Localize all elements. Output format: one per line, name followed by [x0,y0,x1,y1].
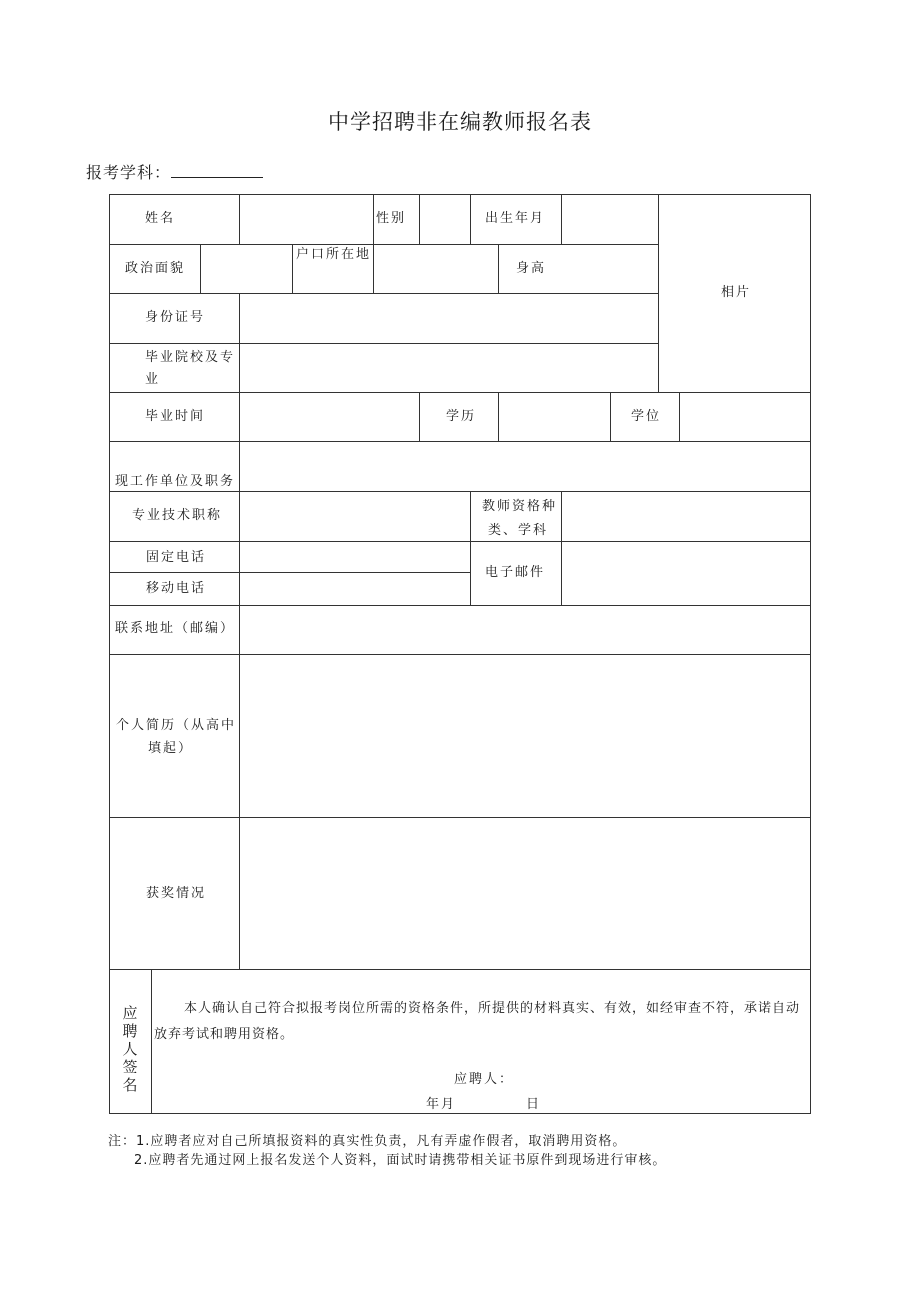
address-label: 联系地址（邮编） [115,621,236,636]
subject-field[interactable] [86,160,263,183]
notes-prefix: 注： [108,1134,137,1149]
education-input[interactable] [499,393,610,441]
title-prof-input[interactable] [240,492,470,541]
school-major-label-1: 毕业院校及专 [145,350,236,365]
id-number-label: 身份证号 [145,310,206,325]
signature-label [116,1004,144,1094]
notes [108,1132,666,1170]
col-line [498,244,499,293]
col-line [470,491,471,605]
col-line [151,969,152,1114]
grad-time-label: 毕业时间 [145,409,206,424]
name-input[interactable] [240,195,373,244]
row-line [109,969,811,970]
gender-label: 性别 [376,211,407,226]
signature-char: 名 [122,1076,138,1094]
work-unit-input[interactable] [240,442,810,491]
email-label: 电子邮件 [485,565,546,580]
note-1: 1.应聘者应对自己所填报资料的真实性负责，凡有弄虚作假者，取消聘用资格。 [136,1134,627,1149]
school-major-input[interactable] [240,344,658,392]
school-major-label-2: 业 [145,372,161,387]
awards-label: 获奖情况 [146,886,207,901]
col-line [419,392,420,441]
signature-char: 签 [122,1058,138,1076]
col-line [470,194,471,244]
subject-label: 报考学科： [86,163,172,182]
landline-label: 固定电话 [146,550,207,565]
signature-char: 应 [122,1004,138,1022]
id-number-input[interactable] [240,294,658,343]
mobile-label: 移动电话 [146,581,207,596]
height-label: 身高 [516,261,547,276]
address-input[interactable] [240,606,810,654]
note-2: 2.应聘者先通过网上报名发送个人资料，面试时请携带相关证书原件到现场进行审核。 [134,1153,667,1168]
degree-input[interactable] [680,393,810,441]
gender-input[interactable] [420,195,470,244]
photo-area[interactable] [659,195,810,392]
cert-label-2: 类、学科 [488,523,549,538]
resume-label-2: 填起） [148,741,194,756]
cert-label-1: 教师资格种 [482,499,558,514]
mobile-input[interactable] [240,573,470,605]
email-input[interactable] [562,542,810,605]
declaration-text: 本人确认自己符合拟报考岗位所需的资格条件，所提供的材料真实、有效，如经审查不符，承诺自动放弃考试和聘用资格。 [154,1001,801,1042]
hukou-label: 户口所在地 [296,247,372,262]
birth-label: 出生年月 [485,211,546,226]
education-label: 学历 [446,409,477,424]
work-unit-label: 现工作单位及职务 [115,474,236,489]
name-label: 姓名 [145,211,176,226]
birth-input[interactable] [562,195,658,244]
hukou-input[interactable] [374,245,498,293]
col-line [292,244,293,293]
landline-input[interactable] [240,542,470,572]
form-title: 中学招聘非在编教师报名表 [328,110,592,134]
year-month-label: 年月 [426,1097,457,1112]
resume-input[interactable] [240,655,810,817]
signature-char: 聘 [122,1022,138,1040]
day-label: 日 [526,1097,542,1112]
height-input[interactable] [562,245,658,293]
awards-input[interactable] [240,818,810,969]
photo-label: 相片 [721,285,752,300]
cert-input[interactable] [562,492,810,541]
political-label: 政治面貌 [125,261,186,276]
signature-char: 人 [122,1040,138,1058]
resume-label-1: 个人简历（从高中 [116,718,237,733]
applicant-label[interactable]: 应聘人： [454,1072,515,1087]
subject-blank[interactable] [171,163,263,178]
col-line [610,392,611,441]
degree-label: 学位 [631,409,662,424]
political-input[interactable] [201,245,292,293]
grad-time-input[interactable] [240,393,419,441]
title-prof-label: 专业技术职称 [132,508,223,523]
